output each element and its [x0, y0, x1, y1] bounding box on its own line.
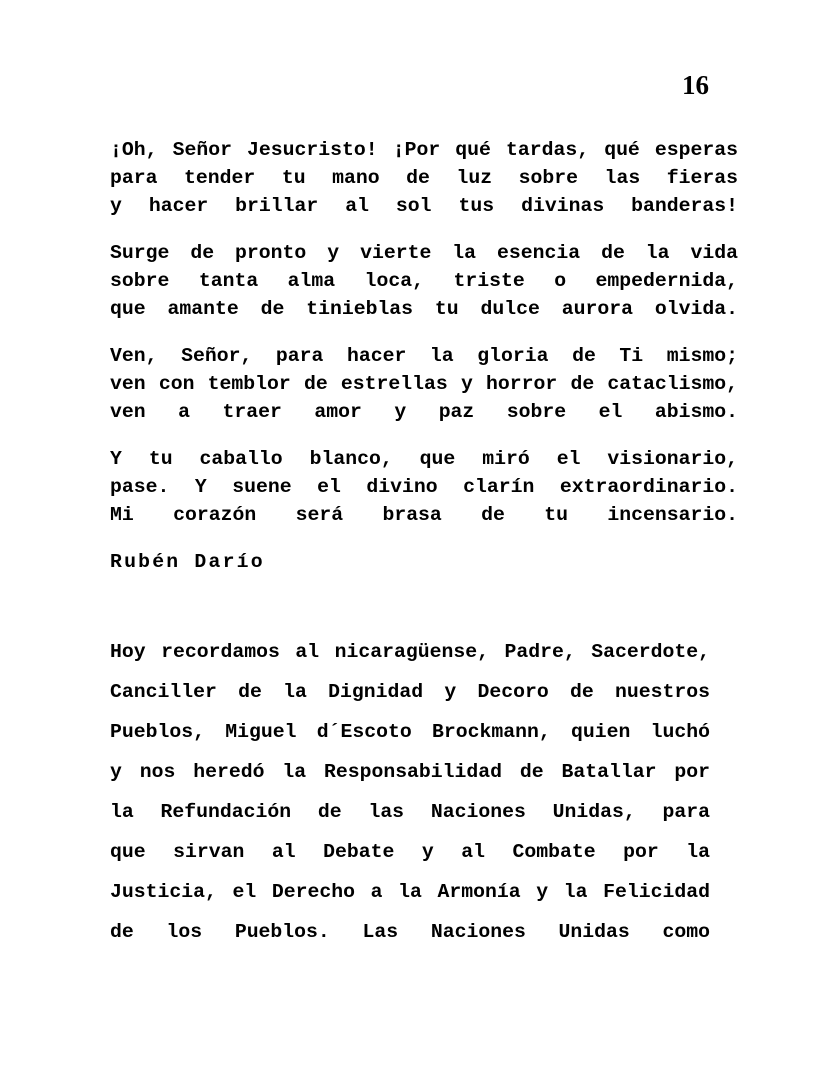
paragraph-line: la Refundación de las Naciones Unidas, para: [110, 801, 710, 823]
poem-line: para tender tu mano de luz sobre las fieras: [110, 167, 738, 189]
poem-line: que amante de tinieblas tu dulce aurora olvida.: [110, 298, 738, 320]
poem-line: Mi corazón será brasa de tu incensario.: [110, 504, 738, 526]
page-number: 16: [682, 70, 709, 100]
poem-line: ven a traer amor y paz sobre el abismo.: [110, 401, 738, 423]
poem-stanza: [110, 445, 738, 529]
poem-author: Rubén Darío: [110, 551, 265, 573]
body-paragraph: [110, 632, 710, 952]
paragraph-line: Justicia, el Derecho a la Armonía y la Felicidad: [110, 881, 710, 903]
paragraph-line: y nos heredó la Responsabilidad de Batallar por: [110, 761, 710, 783]
poem-line: ven con temblor de estrellas y horror de cataclismo,: [110, 373, 738, 395]
poem-stanza: [110, 239, 738, 323]
paragraph-line: de los Pueblos. Las Naciones Unidas como: [110, 921, 710, 943]
paragraph-line: que sirvan al Debate y al Combate por la: [110, 841, 710, 863]
poem-line: pase. Y suene el divino clarín extraordinario.: [110, 476, 738, 498]
poem-line: sobre tanta alma loca, triste o empedernida,: [110, 270, 738, 292]
poem-line: y hacer brillar al sol tus divinas banderas!: [110, 195, 738, 217]
paragraph-line: Canciller de la Dignidad y Decoro de nuestros: [110, 681, 710, 703]
poem-line: ¡Oh, Señor Jesucristo! ¡Por qué tardas, qué esperas: [110, 139, 738, 161]
poem-line: Ven, Señor, para hacer la gloria de Ti mismo;: [110, 345, 738, 367]
poem-line: Y tu caballo blanco, que miró el visionario,: [110, 448, 738, 470]
paragraph-line: Pueblos, Miguel d´Escoto Brockmann, quien luchó: [110, 721, 710, 743]
paragraph-line: Hoy recordamos al nicaragüense, Padre, Sacerdote,: [110, 641, 710, 663]
poem-line: Surge de pronto y vierte la esencia de la vida: [110, 242, 738, 264]
poem-stanza: [110, 136, 738, 220]
poem-block: [110, 136, 738, 576]
poem-stanza: [110, 342, 738, 426]
